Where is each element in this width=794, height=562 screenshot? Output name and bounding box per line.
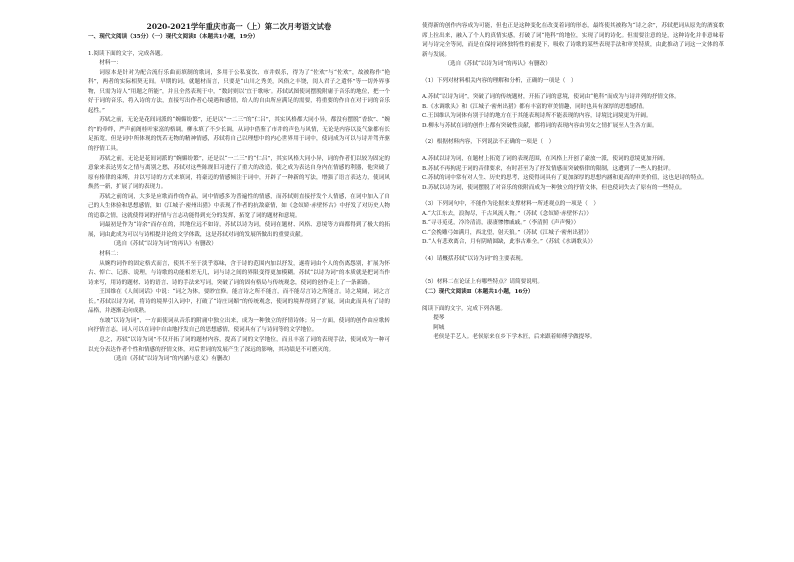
option-a: A.苏轼以诗为词，在题材上拓宽了词的表现范围，在风格上开创了豪放一派，使词的意境更加开阔。 xyxy=(422,156,669,163)
option-a: A.苏轼“以诗为词”，突破了词的传统题材，开拓了词的意境，使词由“艳科”而成为与诗并列的抒情文体。 xyxy=(422,94,680,101)
paragraph: 王国维在《人间词话》中说：“词之为体，要眇宜修。能言诗之所不能言，而不能尽言诗之所能言。诗之境阔，词之言长。”苏轼以诗为词，将诗的境界引入词中，打破了“诗庄词媚”的传统观念，使词的境界得到了扩展，词由此而具有了诗的品格，并逐渐走向成熟。 xyxy=(88,289,390,315)
paragraph: 老侯是手艺人。老侯原来在乡下学木匠，后来跟着师傅学做提琴。 xyxy=(433,334,596,341)
story-author: 阿城 xyxy=(433,324,445,331)
exam-title: 2020-2021学年重庆市高一（上）第二次月考语文试卷 xyxy=(146,22,332,31)
paragraph: 总之，苏轼“以诗为词”不仅开拓了词的题材内容，提高了词的文学地位，而且丰富了词的表现手法，使词成为一种可以充分表达作者个性和情感的抒情文体，对后世词的发展产生了深远的影响，其功绩是不可磨灭的。 xyxy=(88,336,390,353)
option-d: D.苏轼以诗为词，使词摆脱了对音乐的依附而成为一种独立的抒情文体，但也使词失去了原有的一些特点。 xyxy=(422,184,686,191)
story-title: 提琴 xyxy=(433,315,445,322)
question-instruction-2: 阅读下面的文字，完成下列各题。 xyxy=(422,305,506,312)
section-heading-2: （二）现代文阅读Ⅱ（本题共1小题，16分） xyxy=(422,289,534,296)
paragraph: 苏轼之前的词，大多是应歌而作的作品，词中情感多为普遍性的情感，而苏轼则直接抒发个人情感，在词中加入了自己的人生体验和思想感情，如《江城子·密州出猎》中表现了作者的抗敌豪情，如《念奴娇·赤壁怀古》中抒发了对历史人物的追慕之情，这就使得词的抒情与言志功能得到充分的发挥，拓宽了词的题材和意境。 xyxy=(88,193,390,219)
source-note-3: （选自《苏轼“以诗为词”的再认》有删改） xyxy=(444,61,551,68)
option-d: D.“人有悲欢离合，月有阴晴圆缺，此事古难全。”（苏轼《水调歌头》） xyxy=(422,239,596,246)
paragraph: 词原本是针对为配合流行乐曲而填制的歌词，多用于公私宴饮、市井娱乐，得为了“佐欢”与“佐欢”，故被称作“艳科”，两者的实际相契无间。早期的词，就题材而言，只要是“山川之秀美，风俗之丰饶，闺人君子之遣怀”等一切外界事物，只需为诗人“用题之所能”，并且全然表现于中，“数封则以‘宜于歌咏’。苏轼试图使词摆脱附庸于音乐的地位，把一个好于词的音乐，将入诗的方法，直接写出作者心境遇和感情，给人的自由所应满足的需要，将重要的作自在对于词的音乐起性。” xyxy=(88,69,390,114)
material-2-label: 材料二： xyxy=(99,251,122,258)
question-instruction: 1.阅读下面的文字，完成各题。 xyxy=(88,50,167,57)
option-c: C.王国维认为词体有别于诗的地方在于其能表现诗所不能表现的内容，诗境比词境更为开阔。 xyxy=(422,113,652,120)
question-3: （3）下列词句中，不能作为论据来支撑材料一所述观点的一项是（ ） xyxy=(422,201,599,208)
question-2: （2）根据材料内容，下列说法不正确的一项是（ ） xyxy=(422,139,555,146)
option-b: B.“寻寻觅觅，冷冷清清，凄凄惨惨戚戚。”（李清照《声声慢》） xyxy=(422,220,580,227)
option-d: D.柳永与苏轼在词的创作上都有突破性贡献，都将词的表现内容由男女之情扩展至人生各方面。 xyxy=(422,122,658,129)
question-4: （4）请概括苏轼“以诗为词”的主要表现。 xyxy=(422,255,527,262)
option-c: C.“会挽雕弓如满月，西北望，射天狼。”（苏轼《江城子·密州出猎》） xyxy=(422,229,592,236)
source-note-2: （选自《苏轼“以诗为词”的内涵与意义》有删改） xyxy=(110,356,234,363)
paragraph: 苏轼之前，无论是花间词派的“婉媚纷繁”，还是以“一二三”的“仁吕”，其实风格都大同小异，都没有摆脱“香软”、“婉约”的牵绊，严声前阁桂叶家富的格调。柳永填了不少长调，从词中借鉴了市井的声色与风情，无论是内容以及气象都有长足拓宽，但是词中所体现的恍若无物的精神情感，苏轼将自己以理想中的内心世界用于词中，使词成为可以与诗并驾齐驱的抒情工具。 xyxy=(88,117,390,153)
paragraph: 苏轼之前，无论是花间词派的“婉媚纷繁”，还是以“一二三”的“仁吕”，其实风格大同小异，词的作者们以较为固定的意象来表达男女之情与离别之愁，苏轼对这些陈规旧习进行了重大的改造，使之成为表达自身内在情感的利器，他突破了原有格律的束缚，并以写诗的方式来填词，将豪迈的情感倾注于词中，开辟了一种新的写法，增强了语言表达力，使词风焕然一新，扩展了词的表现力。 xyxy=(88,155,390,191)
paragraph: 从婉约词作的固定格式而言，使其不至于淡乎寡味，含于诗的范围内加以抒发，遂将词由个人的伤离怨别，扩展为怀古、悼亡、记游、说理，与诗歌的功能相差无几，词与诗之间的界限变得更加模糊。苏轼“以诗为词”的本质就是把词当作诗来写，用诗的题材、诗的语言、诗的手法来写词，突破了词的固有格局与传统观念，使词的创作走上了一条新路。 xyxy=(88,260,390,286)
paragraph: 词最初是作为“诗余”而存在的，其地位远不如诗，苏轼以诗为词，使词在题材、风格、意境等方面都得到了极大的拓展，词由此成为可以与诗相提并论的文学体裁，这是苏轼对词的发展所做出的重要贡献。 xyxy=(88,222,390,238)
paragraph: 使得新的创作内容成为可能，但也正是这种变化在改变着词的形态，最终使其被称为“诗之余”，苏轼把词从原先的酒宴歌席上拉出来，融入了个人的真情实感，打破了词“艳科”的地位，实现了词的诗化。但需要注意的是，这种诗化并非意味着词与诗完全等同，而是在保持词体独特性的前提下，吸收了诗歌的某些表现手法和审美特质，由此推动了词这一文体的革新与发展。 xyxy=(422,23,724,58)
option-a: A.“大江东去，浪淘尽，千古风流人物。”（苏轼《念奴娇·赤壁怀古》） xyxy=(422,210,592,217)
paragraph: 东坡“以诗为词”，一方面使词从音乐的附庸中独立出来，成为一种独立的抒情诗体；另一方面，使词的创作由应歌转向抒情言志，词人可以在词中自由地抒发自己的思想感情，使词具有了与诗同等的文学地位。 xyxy=(88,317,390,334)
right-column xyxy=(422,22,724,343)
left-column xyxy=(88,33,390,365)
source-note-1: （选自《苏轼“以诗为词”的再认》有删改） xyxy=(110,241,217,248)
question-5: （5）材料二在论证上有哪些特点？请简要说明。 xyxy=(422,279,544,286)
option-c: C.苏轼的词中常有对人生、历史的思考，这使得词具有了更加深厚的思想内涵和更高的审美价值，这也是诗的特点。 xyxy=(422,175,708,182)
section-heading-1: 一、现代文阅读（35分）（一）现代文阅读Ⅰ（本题共1小题，19分） xyxy=(88,34,259,40)
option-b: B.《水调歌头》和《江城子·密州出猎》都有丰富的审美情趣，同时也具有深厚的思想感情。 xyxy=(422,103,648,110)
question-1: （1）下列对材料相关内容的理解和分析，正确的一项是（ ） xyxy=(422,77,577,84)
option-b: B.苏轼不再拘泥于词的音律要求，有时甚至为了抒发情感而突破格律的限制，这遭到了一些人的批评。 xyxy=(422,165,675,172)
material-1-label: 材料一： xyxy=(99,60,122,67)
